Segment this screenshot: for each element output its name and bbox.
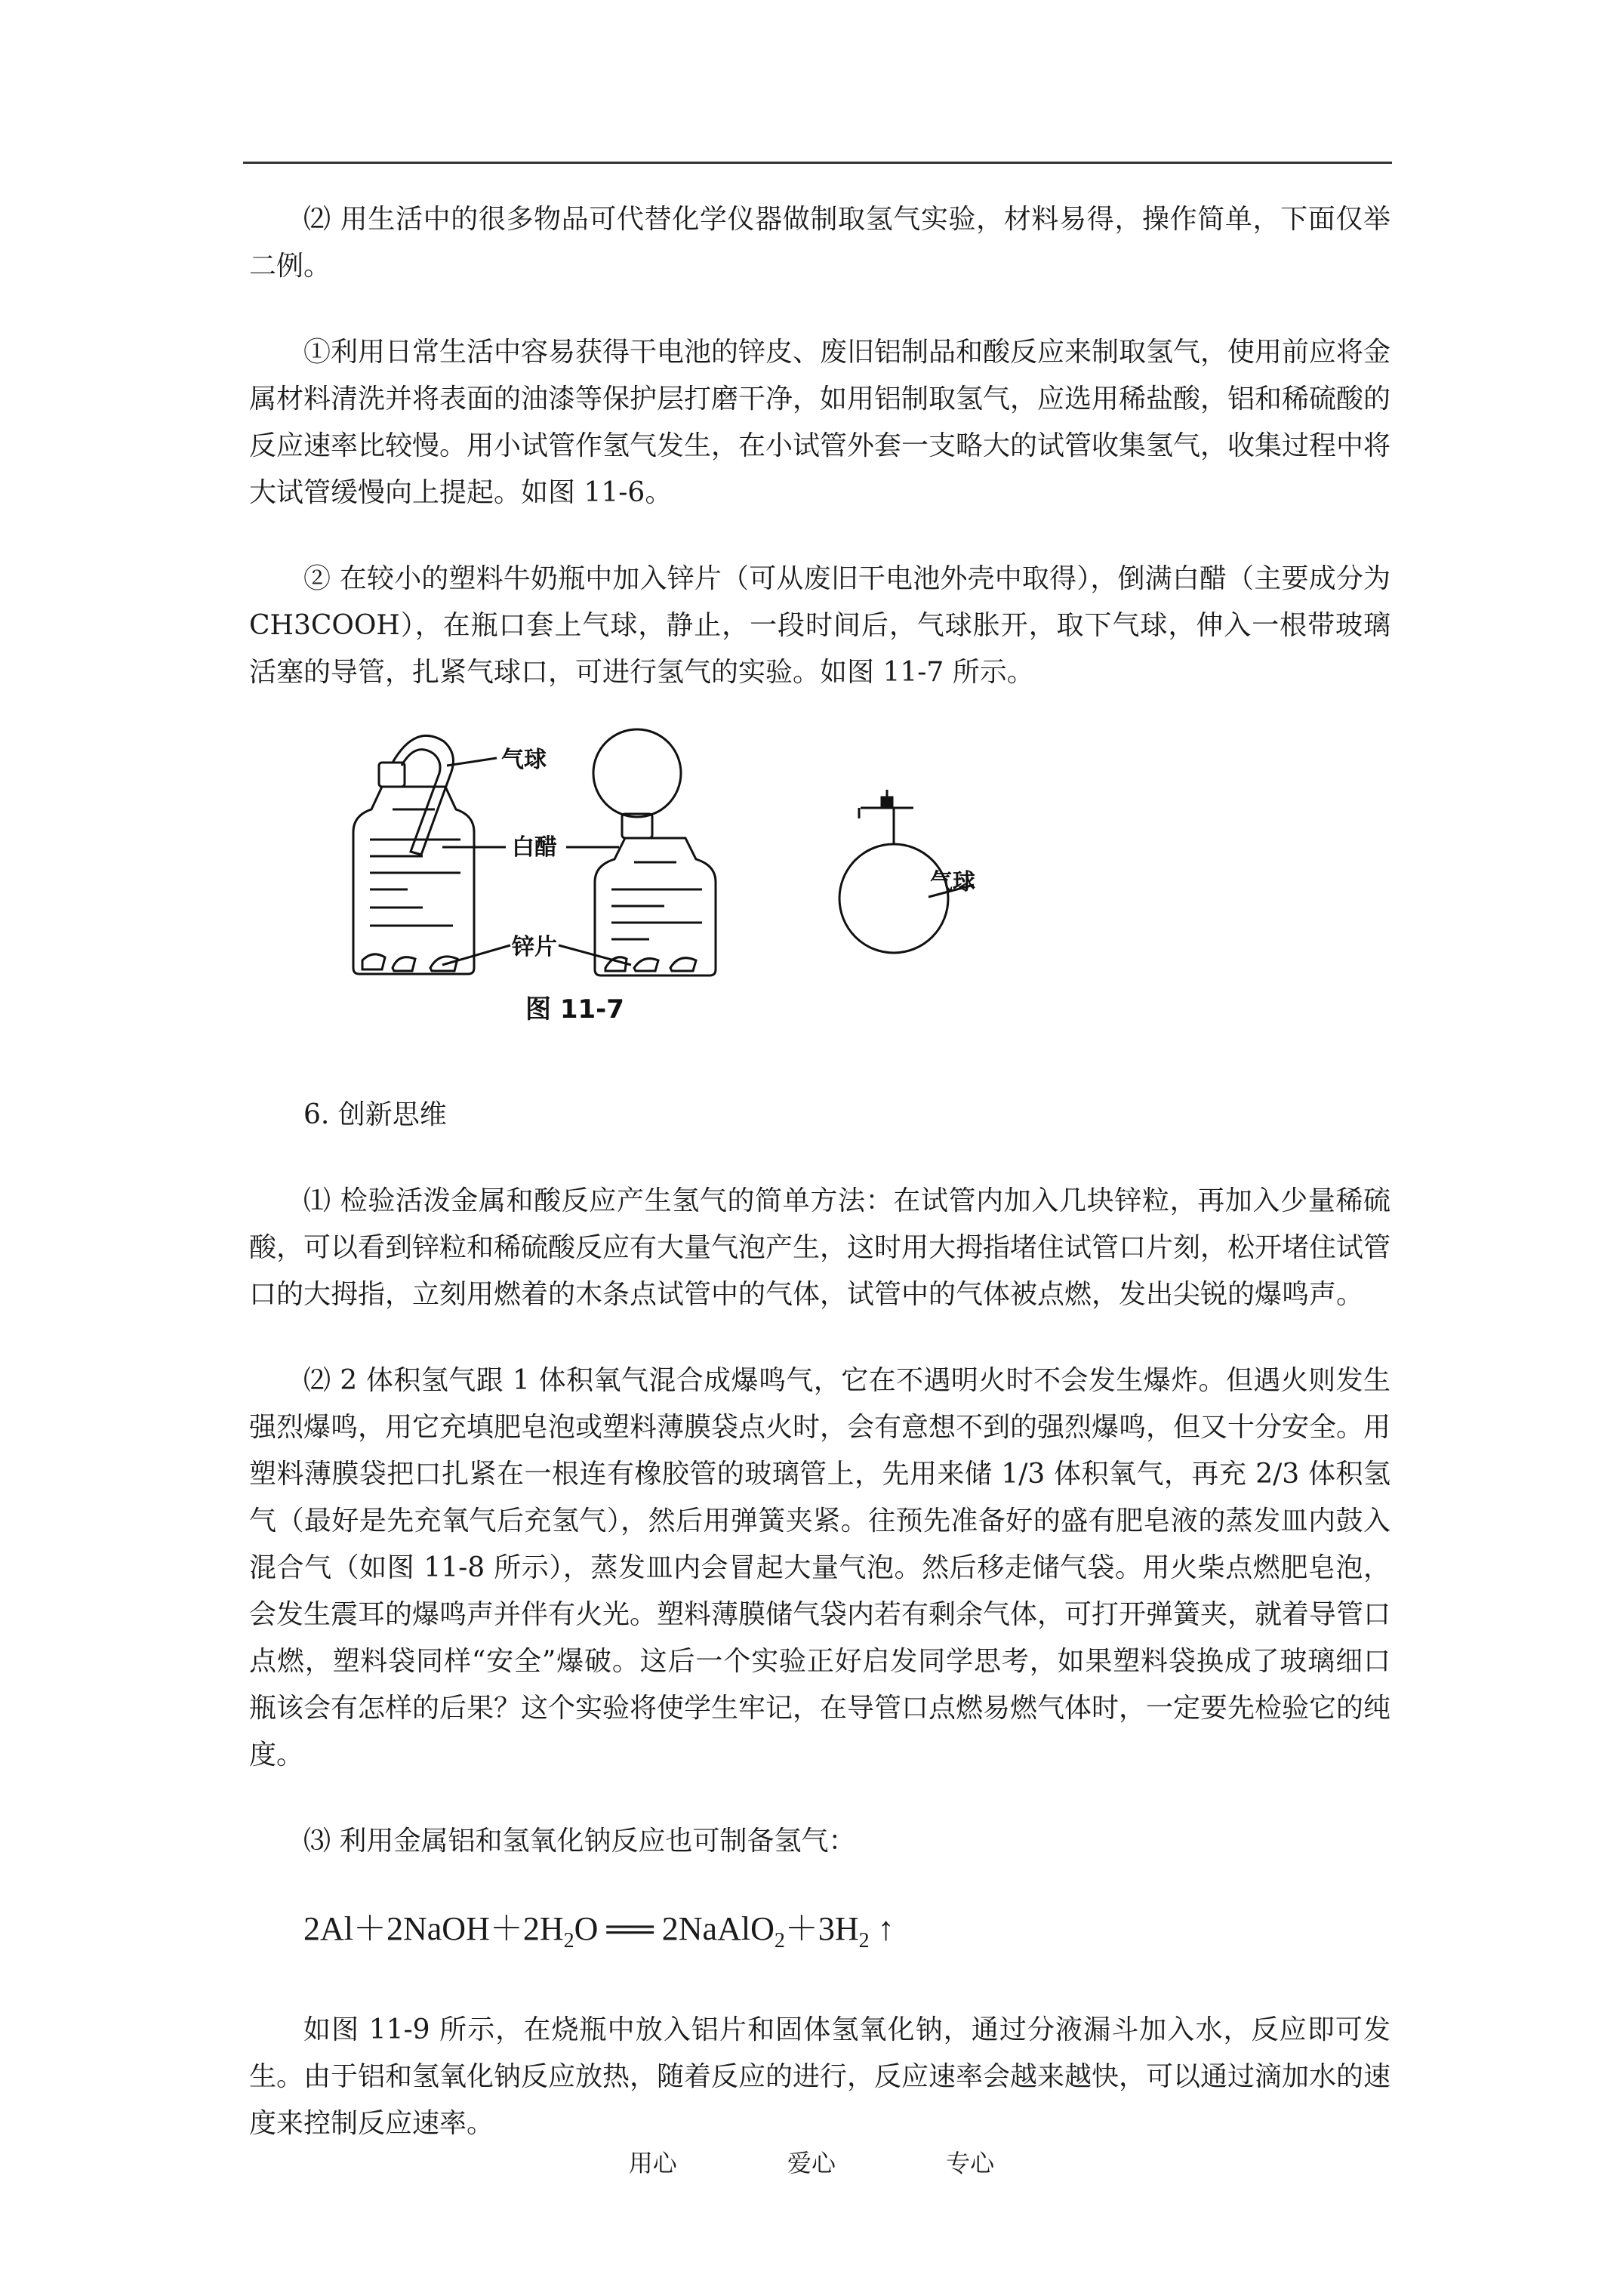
bottle-1-balloon	[393, 735, 453, 855]
paragraph-4: ⑴ 检验活泼金属和酸反应产生氢气的简单方法：在试管内加入几块锌粒，再加入少量稀硫酸，可以看到锌粒和稀硫酸反应有大量气泡产生，这时用大拇指堵住试管口片刻，松开堵住试管口的大拇指，立刻用燃着的木条点试管中的气体，试管中的气体被点燃，发出尖锐的爆鸣声。	[249, 1185, 1391, 1310]
eq-rhs-a: 2NaAlO	[661, 1910, 775, 1947]
chemical-equation	[303, 1903, 1390, 1968]
header-rule	[243, 162, 1392, 164]
paragraph-7: 如图 11-9 所示，在烧瓶中放入铝片和固体氢氧化钠，通过分液漏斗加入水，反应即可发生。由于铝和氢氧化钠反应放热，随着反应的进行，反应速率会越来越快，可以通过滴加水的速度来控制反应速率。	[249, 2014, 1391, 2139]
paragraph-6: ⑶ 利用金属铝和氢氧化钠反应也可制备氢气：	[303, 1826, 856, 1857]
gas-arrow: ↑	[869, 1910, 895, 1947]
label-balloon: 气球	[501, 747, 547, 773]
eq-rhs-b: ＋3H	[784, 1910, 859, 1947]
paragraph-3: ② 在较小的塑料牛奶瓶中加入锌片（可从废旧干电池外壳中取得），倒满白醋（主要成分为 CH3COOH），在瓶口套上气球，静止，一段时间后，气球胀开，取下气球，伸入一根带玻璃活塞的导管，扎紧气球口，可进行氢气的实验。如图 11-7 所示。	[249, 563, 1390, 688]
zinc-piece	[634, 959, 658, 971]
bottle-1	[353, 787, 474, 974]
paragraph-1: ⑵ 用生活中的很多物品可代替化学仪器做制取氢气实验，材料易得，操作简单，下面仅举二例。	[249, 204, 1390, 282]
label-zinc: 锌片	[512, 934, 557, 960]
document-body	[249, 196, 1390, 2147]
eq-lhs-a: 2Al＋2NaOH＋2H	[303, 1910, 564, 1947]
footer-item-1: 用心	[628, 2149, 677, 2177]
paragraph-2: ①利用日常生活中容易获得干电池的锌皮、废旧铝制品和酸反应来制取氢气，使用前应将金属材料清洗并将表面的油漆等保护层打磨干净，如用铝制取氢气，应选用稀盐酸，铝和稀硫酸的反应速率比较慢。用小试管作氢气发生，在小试管外套一支略大的试管收集氢气，收集过程中将大试管缓慢向上提起。如图 11-6。	[249, 337, 1391, 508]
footer-item-2: 爱心	[787, 2149, 836, 2177]
bottle-1-cap	[379, 763, 405, 787]
label-vinegar: 白醋	[512, 834, 557, 861]
zinc-piece	[362, 954, 385, 969]
section-heading: 6. 创新思维	[303, 1099, 447, 1130]
figure-11-7	[249, 719, 1390, 1074]
balloon-inflated	[593, 729, 681, 817]
eq-rhs-sub2: 2	[858, 1928, 870, 1952]
stopcock	[882, 797, 892, 808]
eq-sign: ══	[598, 1910, 662, 1947]
eq-lhs-sub: 2	[563, 1928, 574, 1952]
figure-11-7-diagram	[310, 719, 989, 1066]
zinc-piece	[670, 958, 696, 971]
eq-rhs-sub: 2	[774, 1928, 785, 1952]
figure-caption: 图 11-7	[525, 994, 624, 1025]
paragraph-5: ⑵ 2 体积氢气跟 1 体积氧气混合成爆鸣气，它在不遇明火时不会发生爆炸。但遇火则发生强烈爆鸣，用它充填肥皂泡或塑料薄膜袋点火时，会有意想不到的强烈爆鸣，但又十分安全。用塑料薄膜袋把口扎紧在一根连有橡胶管的玻璃管上，先用来储 1/3 体积氧气，再充 2/3 体积氢气（最好是先充氧气后充氢气），然后用弹簧夹紧。往预先准备好的盛有肥皂液的蒸发皿内鼓入混合气（如图 11-8 所示），蒸发皿内会冒起大量气泡。然后移走储气袋。用火柴点燃肥皂泡，会发生震耳的爆鸣声并伴有火光。塑料薄膜储气袋内若有剩余气体，可打开弹簧夹，就着导管口点燃，塑料袋同样“安全”爆破。这后一个实验正好启发同学思考，如果塑料袋换成了玻璃细口瓶该会有怎样的后果？这个实验将使学生牢记，在导管口点燃易燃气体时，一定要先检验它的纯度。	[249, 1365, 1391, 1771]
footer-item-3: 专心	[946, 2149, 995, 2177]
label-balloon-2: 气球	[930, 869, 975, 895]
page-footer	[0, 2144, 1623, 2179]
zinc-piece	[393, 957, 415, 971]
eq-lhs-b: O	[574, 1910, 599, 1947]
balloon-with-tube	[839, 844, 948, 953]
